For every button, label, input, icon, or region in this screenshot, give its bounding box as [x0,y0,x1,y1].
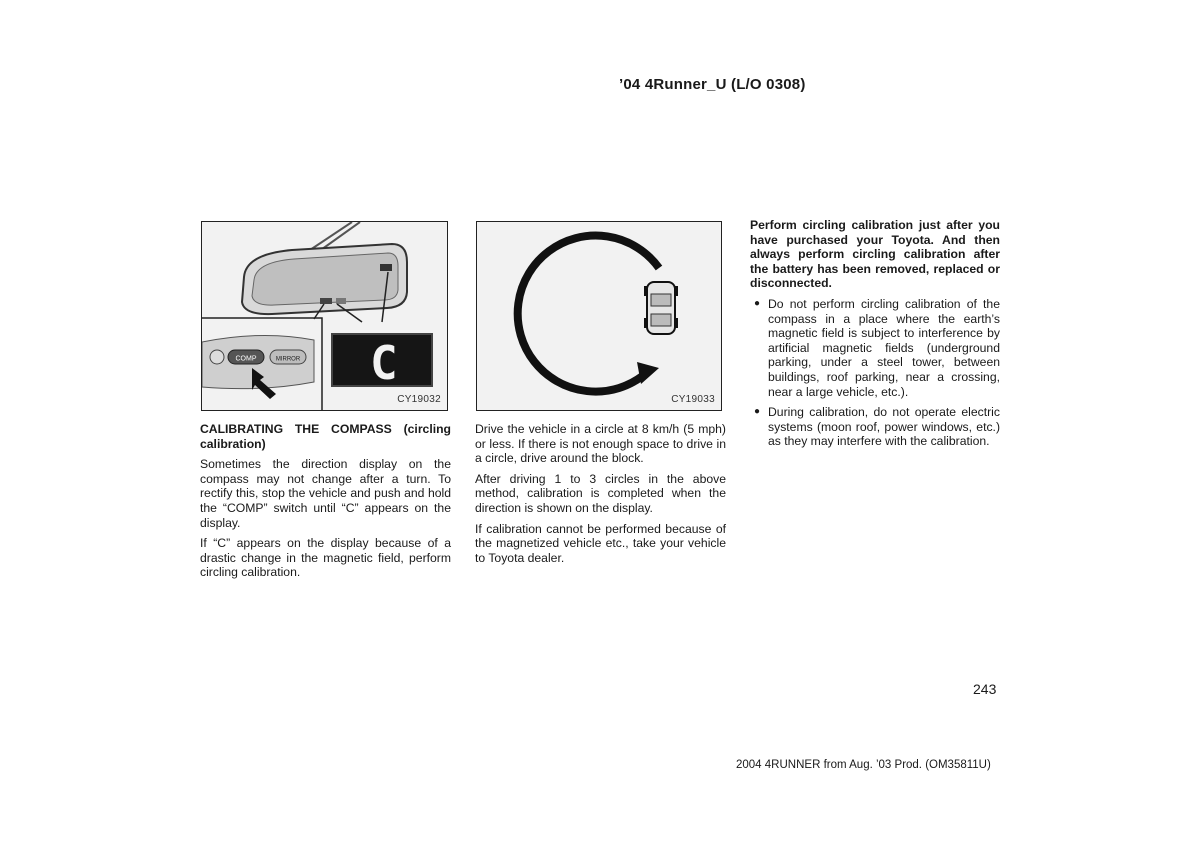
column-left [200,422,451,586]
paragraph: After driving 1 to 3 circles in the above method, calibration is completed when the direction is shown on the display. [475,471,726,515]
column-middle [475,422,726,571]
circling-figure [476,221,722,411]
intro-paragraph: Perform circling calibration just after you have purchased your Toyota. And then always perform circling calibration after the battery has been removed, replaced or disconnected. [750,218,1000,291]
vehicle-icon [644,282,678,334]
comp-switch-label: COMP [235,355,257,363]
figure-code: CY19033 [671,394,715,405]
footer-text: 2004 4RUNNER from Aug. ’03 Prod. (OM35811U) [736,759,991,771]
bullet-text: Do not perform circling calibration of the compass in a place where the earth’s magnetic field is subject to interference by artificial magnetic fields (underground parking, under a steel tower, between buildings, roof parking, near a crossing, near a large vehicle, etc.). [768,296,1000,399]
bullet-text: During calibration, do not operate electric systems (moon roof, power windows, etc.) as they may interfere with the calibration. [768,405,1000,449]
paragraph: If calibration cannot be performed because of the magnetized vehicle etc., take your vehicle to Toyota dealer. [475,521,726,565]
bullet-icon: ● [754,297,761,309]
bullet-icon: ● [754,406,761,418]
header-title: ’04 4Runner_U (L/O 0308) [619,76,806,93]
bullet-item [750,405,1000,449]
display-character: C [370,336,398,390]
page-number: 243 [973,681,997,697]
figure-code: CY19032 [397,394,441,405]
paragraph: Drive the vehicle in a circle at 8 km/h (5 mph) or less. If there is not enough space to drive in a circle, drive around the block. [475,422,726,466]
bullet-item [750,297,1000,399]
paragraph: Sometimes the direction display on the compass may not change after a turn. To rectify this, stop the vehicle and push and hold the “COMP” switch until “C” appears on the display. [200,457,451,530]
paragraph: If “C” appears on the display because of a drastic change in the magnetic field, perform circling calibration. [200,536,451,580]
mirror-switch-label: MIRROR [275,356,301,363]
mirror-compass-figure [201,221,448,411]
section-heading: CALIBRATING THE COMPASS (circling calibration) [200,422,451,451]
column-right [750,218,1000,455]
circle-illustration [477,222,721,410]
mirror-illustration [202,222,447,410]
